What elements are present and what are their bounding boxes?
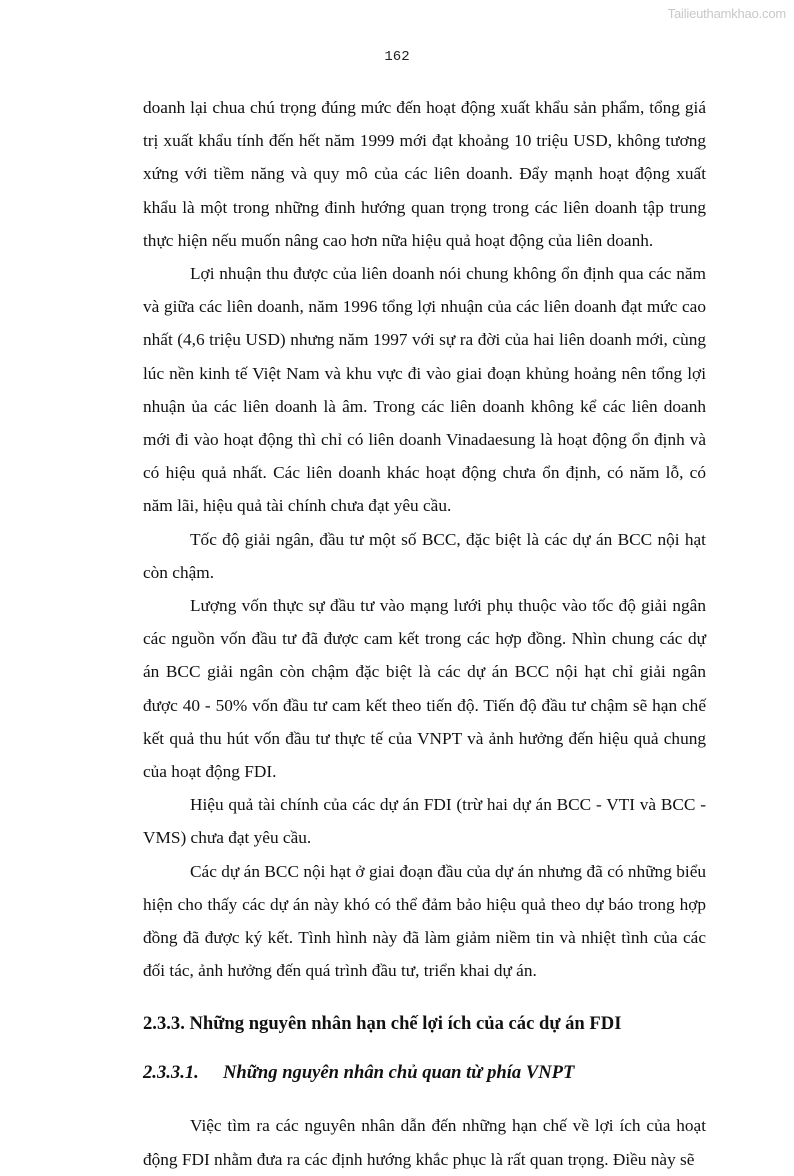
paragraph-3: Tốc độ giải ngân, đầu tư một số BCC, đặc biệt là các dự án BCC nội hạt còn chậm. <box>143 529 706 582</box>
paragraph-5: Hiệu quả tài chính của các dự án FDI (trừ hai dự án BCC - VTI và BCC - VMS) chưa đạt yêu cầu. <box>143 795 706 848</box>
subsection-heading <box>143 1056 706 1089</box>
paragraph-4: Lượng vốn thực sự đầu tư vào mạng lưới phụ thuộc vào tốc độ giải ngân các nguồn vốn đầu tư đã được cam kết trong các hợp đồng. Nhìn chung các dự án BCC giải ngân còn chậm đặc biệt là các dự án BCC nội hạt chỉ giải ngân được 40 - 50% vốn đầu tư cam kết theo tiến độ. Tiến độ đầu tư chậm sẽ hạn chế kết quả thu hút vốn đầu tư thực tế của VNPT và ảnh hưởng đến hiệu quả chung của hoạt động FDI. <box>143 596 706 782</box>
watermark: Tailieuthamkhao.com <box>667 6 786 21</box>
paragraph-7: Việc tìm ra các nguyên nhân dẫn đến những hạn chế về lợi ích của hoạt động FDI nhằm đưa ra các định hướng khắc phục là rất quan trọng. Điều này sẽ <box>143 1116 706 1169</box>
page-number: 162 <box>384 49 410 65</box>
paragraph-6: Các dự án BCC nội hạt ở giai đoạn đầu của dự án nhưng đã có những biểu hiện cho thấy các dự án này khó có thể đảm bảo hiệu quả theo dự báo trong hợp đồng đã được ký kết. Tình hình này đã làm giảm niềm tin và nhiệt tình của các đối tác, ảnh hưởng đến quá trình đầu tư, triển khai dự án. <box>143 861 706 981</box>
document-body <box>143 91 706 1176</box>
subsection-number: 2.3.3.1. <box>143 1062 199 1084</box>
subsection-title: Những nguyên nhân chủ quan từ phía VNPT <box>223 1062 575 1084</box>
paragraph-1: doanh lại chua chú trọng đúng mức đến hoạt động xuất khẩu sản phẩm, tổng giá trị xuất khẩu tính đến hết năm 1999 mới đạt khoảng 10 triệu USD, không tương xứng với tiềm năng và quy mô của các liên doanh. Đẩy mạnh hoạt động xuất khẩu là một trong những đinh hướng quan trọng trong các liên doanh tập trung thực hiện nếu muốn nâng cao hơn nữa hiệu quả hoạt động của liên doanh. <box>143 98 706 250</box>
paragraph-2: Lợi nhuận thu được của liên doanh nói chung không ổn định qua các năm và giữa các liên doanh, năm 1996 tổng lợi nhuận của các liên doanh đạt mức cao nhất (4,6 triệu USD) nhưng năm 1997 với sự ra đời của hai liên doanh mới, cùng lúc nền kinh tế Việt Nam và khu vực đi vào giai đoạn khủng hoảng nên tổng lợi nhuận ủa các liên doanh là âm. Trong các liên doanh không kể các liên doanh mới đi vào hoạt động thì chỉ có liên doanh Vinadaesung là hoạt động ổn định và có hiệu quả nhất. Các liên doanh khác hoạt động chưa ổn định, có năm lỗ, có năm lãi, hiệu quả tài chính chưa đạt yêu cầu. <box>143 264 706 516</box>
section-heading: 2.3.3. Những nguyên nhân hạn chế lợi ích của các dự án FDI <box>143 1013 622 1035</box>
